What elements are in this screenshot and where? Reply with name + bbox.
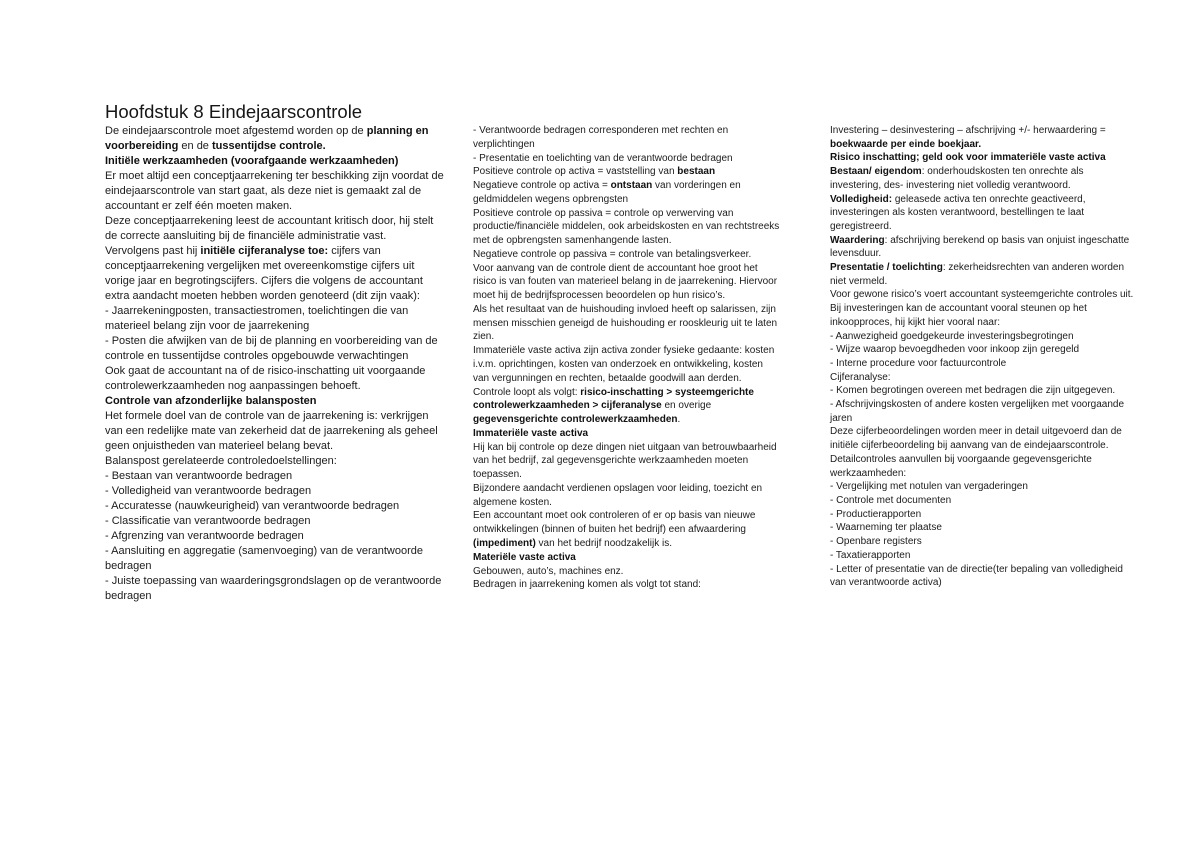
- text-line: [830, 453, 1133, 467]
- text-run: extra aandacht moeten hebben worden genoteerd (dit zijn vaak):: [105, 289, 420, 302]
- text-line: [105, 199, 444, 214]
- text-line: [105, 364, 444, 379]
- text-run: Een accountant moet ook controleren of er op basis van nieuwe: [473, 510, 756, 522]
- text-line: [473, 509, 779, 523]
- text-run: - Vergelijking met notulen van vergaderingen: [830, 481, 1028, 493]
- text-line: [830, 439, 1133, 453]
- text-run: : onderhoudskosten ten onrechte als: [921, 166, 1084, 178]
- text-line: [830, 193, 1133, 207]
- bold-text: Risico inschatting; geld ook voor immateriële vaste activa: [830, 152, 1106, 164]
- bold-text: Materiële vaste activa: [473, 551, 576, 563]
- column-1: [105, 124, 444, 604]
- text-run: Vervolgens past hij: [105, 244, 201, 257]
- text-run: eindejaarscontrole van start gaat, als deze niet is gemaakt zal de: [105, 184, 422, 197]
- text-run: van het bedrijf noodzakelijk is.: [535, 537, 672, 549]
- column-3: [830, 124, 1133, 590]
- text-run: van verantwoorde activa): [830, 577, 942, 589]
- text-line: [830, 316, 1133, 330]
- text-line: [473, 234, 779, 248]
- text-line: [830, 234, 1133, 248]
- text-line: [473, 578, 779, 592]
- text-line: [830, 563, 1133, 577]
- bold-text: controlewerkzaamheden > cijferanalyse: [473, 400, 662, 412]
- text-run: algemene kosten.: [473, 496, 552, 508]
- text-run: productie/financiële middelen, ook arbeidskosten en van rechtstreeks: [473, 221, 780, 233]
- text-line: [105, 169, 444, 184]
- text-run: vorige jaar en begrotingscijfers. Cijfers die volgens de accountant: [105, 274, 423, 287]
- text-run: de correcte aansluiting bij de financiële administratie vast.: [105, 229, 387, 242]
- text-line: [473, 537, 779, 551]
- text-line: [105, 304, 444, 319]
- text-line: [473, 220, 779, 234]
- text-run: moet hij de bedrijfsprocessen beoordelen op hun risico’s.: [473, 290, 726, 302]
- text-run: geldmiddelen wegens opbrengsten: [473, 193, 629, 205]
- text-line: [830, 261, 1133, 275]
- bold-text: Waardering: [830, 234, 885, 246]
- text-run: Investering – desinvestering – afschrijving +/- herwaardering =: [830, 125, 1106, 136]
- text-line: [473, 248, 779, 262]
- text-line: [830, 220, 1133, 234]
- text-run: Bij investeringen kan de accountant vooral steunen op het: [830, 303, 1087, 315]
- text-run: Balanspost gerelateerde controledoelstellingen:: [105, 454, 337, 467]
- text-line: [830, 412, 1133, 426]
- text-run: geen onjuistheden van materieel belang bevat.: [105, 439, 334, 452]
- text-line: [473, 138, 779, 152]
- text-line: [473, 565, 779, 579]
- text-run: - Verantwoorde bedragen corresponderen met rechten en: [473, 125, 729, 136]
- text-line: [105, 154, 444, 169]
- text-run: - Afschrijvingskosten of andere kosten vergelijken met voorgaande: [830, 399, 1125, 411]
- text-run: - Afgrenzing van verantwoorde bedragen: [105, 529, 304, 542]
- text-line: [830, 425, 1133, 439]
- text-line: [105, 334, 444, 349]
- text-line: [473, 262, 779, 276]
- text-run: Negatieve controle op activa =: [473, 180, 611, 192]
- text-run: initiële cijferbeoordeling bij aanvang van de eindejaarscontrole.: [830, 440, 1109, 452]
- text-line: [830, 576, 1133, 590]
- text-line: [105, 259, 444, 274]
- text-line: [105, 559, 444, 574]
- text-line: [473, 179, 779, 193]
- page-title: Hoofdstuk 8 Eindejaarscontrole: [105, 101, 363, 122]
- text-run: ontwikkelingen (binnen of buiten het bedrijf) een afwaardering: [473, 524, 746, 536]
- bold-text: voorbereiding: [105, 139, 179, 152]
- bold-text: Volledigheid:: [830, 193, 893, 205]
- text-run: - Wijze waarop bevoegdheden voor inkoop zijn geregeld: [830, 344, 1080, 356]
- text-run: werkzaamheden:: [830, 467, 907, 479]
- text-line: [105, 544, 444, 559]
- text-run: Positieve controle op passiva = controle op verwerving van: [473, 207, 734, 219]
- bold-text: Bestaan/ eigendom: [830, 166, 922, 178]
- text-run: Bedragen in jaarrekening komen als volgt tot stand:: [473, 579, 701, 591]
- text-run: - Classificatie van verantwoorde bedragen: [105, 514, 311, 527]
- text-line: [105, 574, 444, 589]
- text-run: Voor gewone risico’s voert accountant systeemgerichte controles uit.: [830, 289, 1134, 301]
- text-line: [105, 349, 444, 364]
- text-run: accountant er zelf één moeten maken.: [105, 199, 293, 212]
- text-run: i.v.m. oprichtingen, kosten van onderzoek en ontwikkeling, kosten: [473, 359, 763, 371]
- text-line: [830, 343, 1133, 357]
- text-line: [830, 494, 1133, 508]
- text-line: [473, 358, 779, 372]
- text-run: - Waarneming ter plaatse: [830, 522, 942, 534]
- text-run: controlewerkzaamheden nog aanpassingen behoeft.: [105, 379, 361, 392]
- text-line: [473, 496, 779, 510]
- text-line: [830, 165, 1133, 179]
- text-line: [473, 165, 779, 179]
- text-line: [105, 514, 444, 529]
- text-run: bedragen: [105, 559, 152, 572]
- text-run: controle en tussentijdse controles opgebouwde verwachtingen: [105, 349, 409, 362]
- text-line: [830, 179, 1133, 193]
- text-run: De eindejaarscontrole moet afgestemd worden op de: [105, 124, 367, 137]
- text-run: verplichtingen: [473, 138, 535, 150]
- text-run: levensduur.: [830, 248, 882, 260]
- text-run: - Openbare registers: [830, 536, 922, 548]
- text-run: Cijferanalyse:: [830, 371, 891, 383]
- text-line: [830, 288, 1133, 302]
- text-run: - Presentatie en toelichting van de verantwoorde bedragen: [473, 152, 733, 164]
- column-2: [473, 124, 779, 592]
- text-line: [105, 274, 444, 289]
- text-line: [105, 139, 444, 154]
- text-run: inkoopproces, hij kijkt hier vooral naar:: [830, 316, 1001, 328]
- text-line: [105, 454, 444, 469]
- text-line: [105, 214, 444, 229]
- text-run: van vergunningen en rechten, betaalde goodwill aan derden.: [473, 372, 742, 384]
- text-run: - Komen begrotingen overeen met bedragen die zijn uitgegeven.: [830, 385, 1116, 397]
- text-line: [830, 138, 1133, 152]
- text-line: [830, 247, 1133, 261]
- text-run: Als het resultaat van de huishouding invloed heeft op salarissen, zijn: [473, 303, 776, 315]
- text-run: conceptjaarrekening vergelijken met overeenkomstige cijfers uit: [105, 259, 415, 272]
- text-line: [473, 372, 779, 386]
- text-run: - Interne procedure voor factuurcontrole: [830, 357, 1007, 369]
- text-line: [105, 469, 444, 484]
- bold-text: gegevensgerichte controlewerkzaamheden: [473, 414, 678, 426]
- text-line: [105, 439, 444, 454]
- text-line: [105, 589, 444, 604]
- text-run: Ook gaat de accountant na of de risico-inschatting uit voorgaande: [105, 364, 426, 377]
- text-run: - Juiste toepassing van waarderingsgrondslagen op de verantwoorde: [105, 574, 442, 587]
- text-line: [105, 319, 444, 334]
- text-line: [473, 399, 779, 413]
- text-run: niet vermeld.: [830, 275, 888, 287]
- text-line: [473, 468, 779, 482]
- text-run: : zekerheidsrechten van anderen worden: [942, 262, 1125, 274]
- text-run: geregistreerd.: [830, 220, 892, 232]
- text-line: [473, 482, 779, 496]
- text-run: Het formele doel van de controle van de jaarrekening is: verkrijgen: [105, 409, 429, 422]
- text-run: bedragen: [105, 589, 152, 602]
- bold-text: Controle van afzonderlijke balansposten: [105, 394, 317, 407]
- bold-text: initiële cijferanalyse toe:: [200, 244, 329, 257]
- text-run: toepassen.: [473, 469, 522, 481]
- text-run: met de opbrengsten samenhangende lasten.: [473, 235, 672, 247]
- text-run: - Bestaan van verantwoorde bedragen: [105, 469, 293, 482]
- text-line: [473, 152, 779, 166]
- text-line: [830, 398, 1133, 412]
- bold-text: (impediment): [473, 537, 536, 549]
- text-run: - Volledigheid van verantwoorde bedragen: [105, 484, 312, 497]
- text-line: [105, 409, 444, 424]
- text-run: risico is van fouten van materieel belang in de jaarrekening. Hiervoor: [473, 276, 778, 288]
- text-line: [105, 289, 444, 304]
- text-run: - Aanwezigheid goedgekeurde investeringsbegrotingen: [830, 330, 1074, 342]
- text-run: - Letter of presentatie van de directie(ter bepaling van volledigheid: [830, 563, 1123, 575]
- text-run: investering, des- investering niet volledig verantwoord.: [830, 179, 1071, 191]
- text-line: [830, 357, 1133, 371]
- text-line: [830, 302, 1133, 316]
- text-run: - Productierapporten: [830, 508, 922, 520]
- text-run: van vorderingen en: [652, 180, 741, 192]
- text-run: van een redelijke mate van zekerheid dat de jaarrekening als geheel: [105, 424, 438, 437]
- text-line: [473, 303, 779, 317]
- text-line: [473, 289, 779, 303]
- text-line: [105, 244, 444, 259]
- text-line: [473, 454, 779, 468]
- text-line: [830, 549, 1133, 563]
- text-run: geleasede activa ten onrechte geactiveerd,: [892, 193, 1086, 205]
- text-run: zien.: [473, 331, 495, 343]
- text-run: en de: [178, 139, 212, 152]
- text-run: Immateriële vaste activa zijn activa zonder fysieke gedaante: kosten: [473, 345, 775, 357]
- text-line: [473, 124, 779, 138]
- text-run: - Controle met documenten: [830, 494, 952, 506]
- text-run: investeringen als kosten verantwoord, bestellingen te laat: [830, 207, 1085, 219]
- text-line: [830, 467, 1133, 481]
- text-run: mensen misschien geneigd de huishouding er rooskleurig uit te laten: [473, 317, 778, 329]
- text-run: Voor aanvang van de controle dient de accountant hoe groot het: [473, 262, 758, 274]
- text-line: [105, 124, 444, 139]
- text-line: [105, 484, 444, 499]
- text-run: Detailcontroles aanvullen bij voorgaande gegevensgerichte: [830, 453, 1092, 465]
- text-line: [473, 523, 779, 537]
- text-line: [830, 206, 1133, 220]
- text-line: [105, 394, 444, 409]
- text-line: [473, 386, 779, 400]
- text-line: [830, 535, 1133, 549]
- bold-text: Immateriële vaste activa: [473, 427, 589, 439]
- text-line: [105, 529, 444, 544]
- text-run: .: [677, 414, 681, 426]
- text-run: jaren: [830, 412, 853, 424]
- text-line: [473, 551, 779, 565]
- text-line: [473, 275, 779, 289]
- text-run: - Posten die afwijken van de bij de planning en voorbereiding van de: [105, 334, 438, 347]
- text-run: - Accuratesse (nauwkeurigheid) van verantwoorde bedragen: [105, 499, 400, 512]
- text-line: [830, 151, 1133, 165]
- text-line: [105, 184, 444, 199]
- text-run: van het bedrijf, zal gegevensgerichte werkzaamheden moeten: [473, 455, 749, 467]
- bold-text: risico-inschatting > systeemgerichte: [580, 386, 754, 398]
- text-line: [830, 371, 1133, 385]
- text-line: [473, 413, 779, 427]
- text-line: [830, 124, 1133, 138]
- text-run: materieel belang zijn voor de jaarrekening: [105, 319, 310, 332]
- text-run: Positieve controle op activa = vaststelling van: [473, 166, 678, 178]
- text-line: [473, 344, 779, 358]
- text-line: [473, 441, 779, 455]
- text-line: [830, 275, 1133, 289]
- text-line: [105, 379, 444, 394]
- text-run: - Taxatierapporten: [830, 549, 911, 561]
- bold-text: Initiële werkzaamheden (voorafgaande werkzaamheden): [105, 154, 399, 167]
- text-run: - Jaarrekeningposten, transactiestromen, toelichtingen die van: [105, 304, 409, 317]
- text-run: en overige: [661, 400, 712, 412]
- bold-text: boekwaarde per einde boekjaar.: [830, 138, 982, 150]
- text-line: [105, 424, 444, 439]
- text-line: [830, 330, 1133, 344]
- text-line: [473, 330, 779, 344]
- text-run: - Aansluiting en aggregatie (samenvoeging) van de verantwoorde: [105, 544, 423, 557]
- text-run: Deze conceptjaarrekening leest de accountant kritisch door, hij stelt: [105, 214, 434, 227]
- bold-text: bestaan: [677, 166, 716, 178]
- text-line: [830, 521, 1133, 535]
- text-run: Hij kan bij controle op deze dingen niet uitgaan van betrouwbaarheid: [473, 441, 777, 453]
- text-line: [473, 427, 779, 441]
- text-run: : afschrijving berekend op basis van onjuist ingeschatte: [884, 234, 1130, 246]
- text-run: Gebouwen, auto’s, machines enz.: [473, 565, 624, 577]
- text-run: Bijzondere aandacht verdienen opslagen voor leiding, toezicht en: [473, 482, 763, 494]
- text-run: Deze cijferbeoordelingen worden meer in detail uitgevoerd dan de: [830, 426, 1122, 438]
- bold-text: Presentatie / toelichting: [830, 262, 943, 274]
- bold-text: planning en: [366, 124, 429, 137]
- bold-text: ontstaan: [610, 180, 653, 192]
- text-line: [830, 384, 1133, 398]
- text-line: [473, 193, 779, 207]
- text-line: [830, 508, 1133, 522]
- text-line: [105, 229, 444, 244]
- text-run: Controle loopt als volgt:: [473, 386, 581, 398]
- bold-text: tussentijdse controle.: [211, 139, 326, 152]
- text-run: Er moet altijd een conceptjaarrekening ter beschikking zijn voordat de: [105, 169, 444, 182]
- text-line: [473, 317, 779, 331]
- text-line: [830, 480, 1133, 494]
- text-line: [105, 499, 444, 514]
- text-line: [473, 207, 779, 221]
- text-run: cijfers van: [328, 244, 381, 257]
- text-run: Negatieve controle op passiva = controle van betalingsverkeer.: [473, 248, 752, 260]
